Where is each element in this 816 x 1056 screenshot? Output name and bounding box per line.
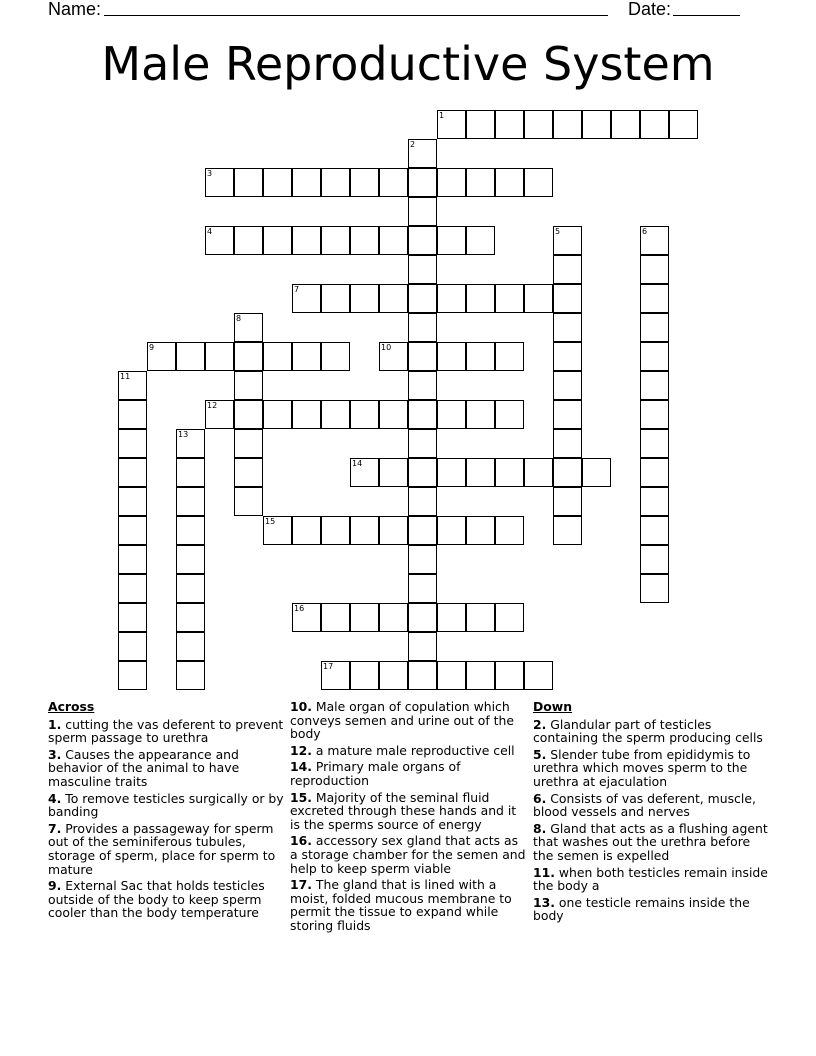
grid-cell[interactable] <box>669 110 698 139</box>
grid-cell[interactable] <box>321 284 350 313</box>
grid-cell[interactable] <box>437 284 466 313</box>
clue-item-text: Causes the appearance and behavior of the animal to have masculine traits <box>48 746 240 789</box>
grid-cell[interactable] <box>466 661 495 690</box>
grid-cell[interactable] <box>524 458 553 487</box>
clue-item-text: Gland that acts as a flushing agent that washes out the urethra before the semen is expelled <box>533 820 768 863</box>
grid-cell[interactable] <box>640 342 669 371</box>
grid-cell[interactable] <box>553 226 582 255</box>
clue-item <box>48 718 284 745</box>
clue-item <box>290 700 526 741</box>
clue-item <box>290 760 526 787</box>
grid-cell[interactable] <box>408 661 437 690</box>
clue-number: 2 <box>410 140 416 149</box>
grid-cell[interactable] <box>437 516 466 545</box>
grid-cell[interactable] <box>408 632 437 661</box>
across-clue-list <box>48 718 284 920</box>
clue-number: 1 <box>439 111 445 120</box>
clue-item <box>533 822 769 863</box>
grid-cell[interactable] <box>437 400 466 429</box>
grid-cell[interactable] <box>408 458 437 487</box>
grid-cell[interactable] <box>379 168 408 197</box>
clue-item-number: 2. <box>533 716 547 732</box>
grid-cell[interactable] <box>466 110 495 139</box>
grid-cell[interactable] <box>292 168 321 197</box>
grid-cell[interactable] <box>640 545 669 574</box>
grid-cell[interactable] <box>118 603 147 632</box>
clue-item-number: 7. <box>48 820 62 836</box>
grid-cell[interactable] <box>147 342 176 371</box>
grid-cell[interactable] <box>553 255 582 284</box>
clue-item <box>290 744 526 758</box>
grid-cell[interactable] <box>176 574 205 603</box>
clue-number: 14 <box>352 459 363 468</box>
clue-number: 10 <box>381 343 392 352</box>
clue-item-number: 8. <box>533 820 547 836</box>
clue-item-text: a mature male reproductive cell <box>311 742 515 758</box>
clue-item <box>48 879 284 920</box>
clue-number: 9 <box>149 343 155 352</box>
clue-item-number: 10. <box>290 699 312 714</box>
grid-cell[interactable] <box>553 342 582 371</box>
grid-cell[interactable] <box>321 400 350 429</box>
grid-cell[interactable] <box>234 342 263 371</box>
grid-cell[interactable] <box>553 110 582 139</box>
grid-cell[interactable] <box>321 516 350 545</box>
grid-cell[interactable] <box>408 313 437 342</box>
grid-cell[interactable] <box>640 371 669 400</box>
grid-cell[interactable] <box>379 516 408 545</box>
grid-cell[interactable] <box>205 168 234 197</box>
grid-cell[interactable] <box>408 342 437 371</box>
grid-cell[interactable] <box>466 400 495 429</box>
clue-item-number: 11. <box>533 864 555 880</box>
clue-item <box>48 748 284 789</box>
grid-cell[interactable] <box>553 400 582 429</box>
grid-cell[interactable] <box>466 458 495 487</box>
grid-cell[interactable] <box>408 545 437 574</box>
down-clue-list <box>533 718 769 923</box>
grid-cell[interactable] <box>176 603 205 632</box>
clue-number: 6 <box>642 227 648 236</box>
grid-cell[interactable] <box>437 110 466 139</box>
clue-item-text: cutting the vas deferent to prevent sperm passage to urethra <box>48 716 284 746</box>
clue-item-number: 9. <box>48 878 62 894</box>
grid-cell[interactable] <box>176 429 205 458</box>
clue-item <box>533 866 769 893</box>
grid-cell[interactable] <box>437 661 466 690</box>
grid-cell[interactable] <box>118 661 147 690</box>
clue-item-number: 3. <box>48 746 62 762</box>
page-title: Male Reproductive System <box>101 37 715 91</box>
grid-cell[interactable] <box>234 458 263 487</box>
grid-cell[interactable] <box>408 371 437 400</box>
grid-cell[interactable] <box>321 168 350 197</box>
grid-cell[interactable] <box>118 545 147 574</box>
grid-cell[interactable] <box>118 429 147 458</box>
grid-cell[interactable] <box>176 487 205 516</box>
grid-cell[interactable] <box>350 516 379 545</box>
clue-item-number: 17. <box>290 877 312 893</box>
grid-cell[interactable] <box>495 400 524 429</box>
clue-number: 15 <box>265 517 276 526</box>
clue-item <box>48 792 284 819</box>
grid-cell[interactable] <box>553 487 582 516</box>
grid-cell[interactable] <box>611 110 640 139</box>
grid-cell[interactable] <box>350 226 379 255</box>
grid-cell[interactable] <box>408 516 437 545</box>
grid-cell[interactable] <box>582 458 611 487</box>
date-label: Date: <box>628 0 672 19</box>
grid-cell[interactable] <box>321 226 350 255</box>
clue-item-text: The gland that is lined with a moist, folded mucous membrane to permit the tissue to expand while storing fluids <box>290 877 512 933</box>
grid-cell[interactable] <box>321 342 350 371</box>
grid-cell[interactable] <box>350 284 379 313</box>
clue-item-number: 1. <box>48 716 62 732</box>
grid-cell[interactable] <box>234 400 263 429</box>
clue-item <box>290 878 526 932</box>
grid-cell[interactable] <box>495 458 524 487</box>
grid-cell[interactable] <box>640 429 669 458</box>
grid-cell[interactable] <box>292 342 321 371</box>
grid-cell[interactable] <box>640 110 669 139</box>
clue-item-text: Primary male organs of reproduction <box>290 759 461 788</box>
grid-cell[interactable] <box>379 400 408 429</box>
grid-cell[interactable] <box>640 226 669 255</box>
grid-cell[interactable] <box>640 400 669 429</box>
grid-cell[interactable] <box>640 516 669 545</box>
grid-cell[interactable] <box>350 661 379 690</box>
grid-cell[interactable] <box>292 516 321 545</box>
clue-number: 11 <box>120 372 131 381</box>
grid-cell[interactable] <box>553 429 582 458</box>
grid-cell[interactable] <box>408 168 437 197</box>
grid-cell[interactable] <box>524 661 553 690</box>
grid-cell[interactable] <box>292 226 321 255</box>
grid-cell[interactable] <box>466 168 495 197</box>
clue-item-text: Male organ of copulation which conveys semen and urine out of the body <box>290 699 514 742</box>
grid-cell[interactable] <box>118 632 147 661</box>
grid-cell[interactable] <box>321 603 350 632</box>
grid-cell[interactable] <box>379 342 408 371</box>
clue-number: 3 <box>207 169 213 178</box>
grid-cell[interactable] <box>321 661 350 690</box>
grid-cell[interactable] <box>379 458 408 487</box>
grid-cell[interactable] <box>640 458 669 487</box>
clue-number: 12 <box>207 401 218 410</box>
grid-cell[interactable] <box>640 284 669 313</box>
grid-cell[interactable] <box>553 371 582 400</box>
grid-cell[interactable] <box>408 603 437 632</box>
grid-cell[interactable] <box>350 603 379 632</box>
grid-cell[interactable] <box>118 516 147 545</box>
clue-item-text: when both testicles remain inside the body a <box>533 864 768 894</box>
grid-cell[interactable] <box>495 661 524 690</box>
grid-cell[interactable] <box>379 603 408 632</box>
grid-cell[interactable] <box>234 226 263 255</box>
clue-item-number: 16. <box>290 833 312 849</box>
clue-number: 16 <box>294 604 305 613</box>
grid-cell[interactable] <box>118 458 147 487</box>
grid-cell[interactable] <box>466 284 495 313</box>
grid-cell[interactable] <box>176 342 205 371</box>
grid-cell[interactable] <box>640 313 669 342</box>
name-label: Name: <box>48 0 102 19</box>
grid-cell[interactable] <box>408 226 437 255</box>
grid-cell[interactable] <box>466 226 495 255</box>
clue-item-text: To remove testicles surgically or by banding <box>48 790 284 820</box>
down-heading: Down <box>533 699 573 714</box>
clue-item-text: accessory sex gland that acts as a storage chamber for the semen and help to keep sperm viable <box>290 833 526 876</box>
grid-cell[interactable] <box>466 516 495 545</box>
grid-cell[interactable] <box>234 313 263 342</box>
grid-cell[interactable] <box>118 371 147 400</box>
grid-cell[interactable] <box>176 661 205 690</box>
clue-number: 7 <box>294 285 300 294</box>
grid-cell[interactable] <box>263 400 292 429</box>
grid-cell[interactable] <box>640 574 669 603</box>
grid-cell[interactable] <box>466 603 495 632</box>
grid-cell[interactable] <box>495 284 524 313</box>
grid-cell[interactable] <box>437 168 466 197</box>
grid-cell[interactable] <box>350 400 379 429</box>
clue-item-text: External Sac that holds testicles outside of the body to keep sperm cooler than the body temperature <box>48 878 265 921</box>
grid-cell[interactable] <box>263 168 292 197</box>
across-heading: Across <box>48 699 95 714</box>
grid-cell[interactable] <box>466 342 495 371</box>
clue-item <box>533 896 769 923</box>
grid-cell[interactable] <box>437 603 466 632</box>
grid-cell[interactable] <box>234 487 263 516</box>
grid-cell[interactable] <box>205 226 234 255</box>
clue-item-text: Consists of vas deferent, muscle, blood vessels and nerves <box>533 790 756 820</box>
clue-number: 13 <box>178 430 189 439</box>
clue-number: 17 <box>323 662 334 671</box>
grid-cell[interactable] <box>205 400 234 429</box>
across-clues-column-2 <box>290 700 526 936</box>
grid-cell[interactable] <box>437 342 466 371</box>
clue-item <box>290 834 526 875</box>
grid-cell[interactable] <box>495 342 524 371</box>
grid-cell[interactable] <box>553 284 582 313</box>
grid-cell[interactable] <box>408 255 437 284</box>
grid-cell[interactable] <box>263 342 292 371</box>
clue-item <box>48 822 284 876</box>
clue-item-text: Majority of the seminal fluid excreted through these hands and it is the sperms source of energy <box>290 789 517 832</box>
clue-number: 4 <box>207 227 213 236</box>
grid-cell[interactable] <box>408 487 437 516</box>
grid-cell[interactable] <box>118 400 147 429</box>
clue-item <box>533 792 769 819</box>
grid-cell[interactable] <box>234 168 263 197</box>
clue-item-text: Provides a passageway for sperm out of the seminiferous tubules, storage of sperm, place for sperm to mature <box>48 820 276 877</box>
grid-cell[interactable] <box>553 313 582 342</box>
clue-item-number: 4. <box>48 790 62 806</box>
clue-item-number: 15. <box>290 789 312 805</box>
grid-cell[interactable] <box>176 458 205 487</box>
grid-cell[interactable] <box>292 284 321 313</box>
grid-cell[interactable] <box>292 400 321 429</box>
grid-cell[interactable] <box>495 110 524 139</box>
grid-cell[interactable] <box>408 574 437 603</box>
clue-item-text: Glandular part of testicles containing the sperm producing cells <box>533 716 763 746</box>
across-clues-column-1 <box>48 700 284 923</box>
across-clue-list <box>290 700 526 933</box>
clue-item <box>533 748 769 789</box>
grid-cell[interactable] <box>553 516 582 545</box>
grid-cell[interactable] <box>495 168 524 197</box>
clue-item <box>533 718 769 745</box>
grid-cell[interactable] <box>176 632 205 661</box>
grid-cell[interactable] <box>234 429 263 458</box>
grid-cell[interactable] <box>263 516 292 545</box>
grid-cell[interactable] <box>640 487 669 516</box>
grid-cell[interactable] <box>437 458 466 487</box>
grid-cell[interactable] <box>118 487 147 516</box>
clue-item-number: 12. <box>290 742 312 758</box>
grid-cell[interactable] <box>379 661 408 690</box>
grid-cell[interactable] <box>205 342 234 371</box>
grid-cell[interactable] <box>350 458 379 487</box>
grid-cell[interactable] <box>176 516 205 545</box>
clue-item <box>290 791 526 832</box>
grid-cell[interactable] <box>495 603 524 632</box>
grid-cell[interactable] <box>437 226 466 255</box>
down-clues-column <box>533 700 769 926</box>
grid-cell[interactable] <box>350 168 379 197</box>
grid-cell[interactable] <box>292 603 321 632</box>
grid-cell[interactable] <box>495 516 524 545</box>
grid-cell[interactable] <box>176 545 205 574</box>
grid-cell[interactable] <box>640 255 669 284</box>
grid-cell[interactable] <box>118 574 147 603</box>
grid-cell[interactable] <box>524 168 553 197</box>
grid-cell[interactable] <box>263 226 292 255</box>
clue-number: 5 <box>555 227 561 236</box>
grid-cell[interactable] <box>408 284 437 313</box>
clue-number: 8 <box>236 314 242 323</box>
grid-cell[interactable] <box>408 429 437 458</box>
clue-item-number: 14. <box>290 759 312 775</box>
grid-cell[interactable] <box>408 197 437 226</box>
grid-cell[interactable] <box>408 400 437 429</box>
grid-cell[interactable] <box>408 139 437 168</box>
clue-item-number: 5. <box>533 746 547 762</box>
clue-item-text: one testicle remains inside the body <box>533 894 750 924</box>
clue-item-text: Slender tube from epididymis to urethra which moves sperm to the urethra at ejaculation <box>533 746 751 789</box>
grid-cell[interactable] <box>553 458 582 487</box>
grid-cell[interactable] <box>379 284 408 313</box>
grid-cell[interactable] <box>524 110 553 139</box>
grid-cell[interactable] <box>234 371 263 400</box>
grid-cell[interactable] <box>582 110 611 139</box>
clue-item-number: 6. <box>533 790 547 806</box>
grid-cell[interactable] <box>524 284 553 313</box>
clue-item-number: 13. <box>533 894 555 910</box>
grid-cell[interactable] <box>379 226 408 255</box>
